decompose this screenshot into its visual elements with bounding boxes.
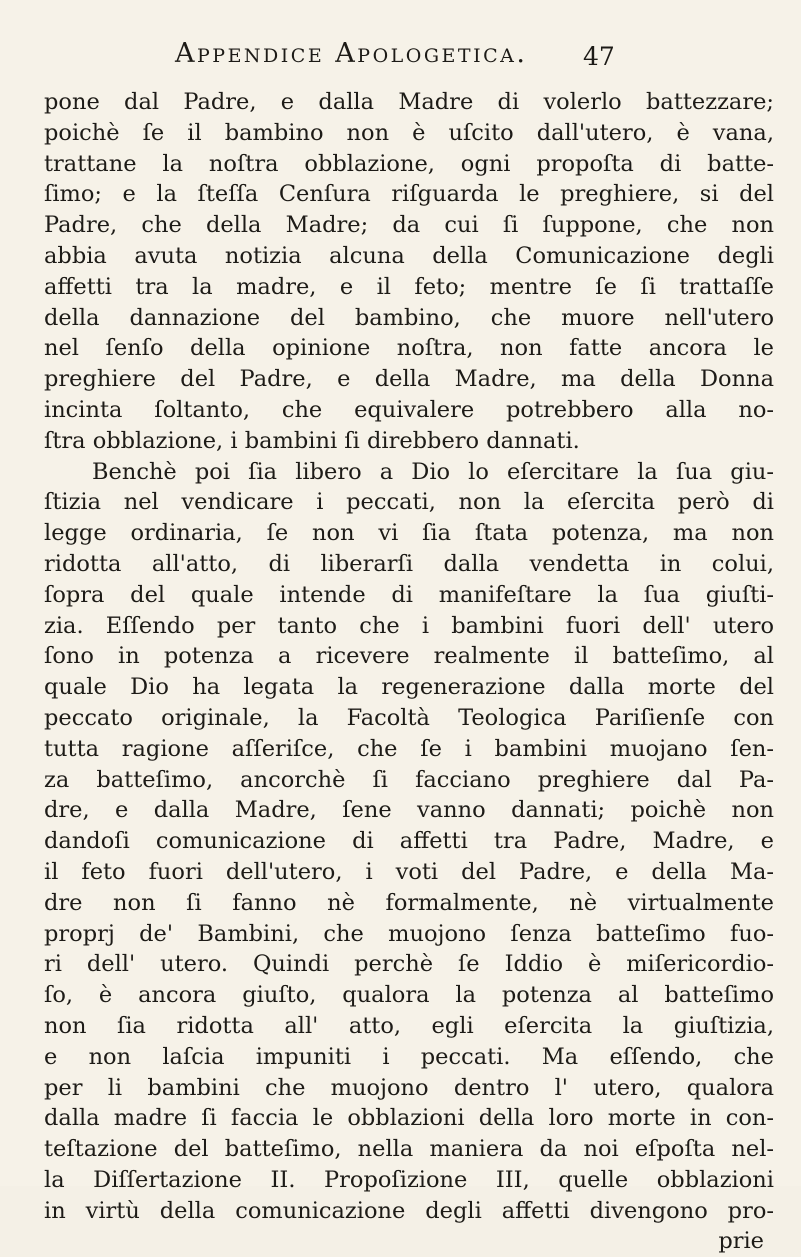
running-head: [175, 38, 775, 78]
text-line: ſtra obblazione, i bambini ſi direbbero dannati.: [44, 427, 580, 454]
text-line: ſimo; e la ſteſſa Cenſura riſguarda le preghiere, si del: [44, 181, 774, 208]
text-line: poichè ſe il bambino non è uſcito dall'utero, è vana,: [44, 119, 774, 146]
text-line: la Diſſertazione II. Propoſizione III, quelle obblazioni: [44, 1166, 774, 1193]
page-number: 47: [583, 42, 615, 71]
text-line: Benchè poi ſia libero a Dio lo eſercitare la ſua giu-: [92, 458, 774, 485]
text-line: Padre, che della Madre; da cui ſi ſuppone, che non: [44, 212, 774, 239]
text-line: abbia avuta notizia alcuna della Comunicazione degli: [44, 242, 774, 269]
text-line: nel ſenſo della opinione noſtra, non fatte ancora le: [44, 335, 774, 362]
text-line: ſo, è ancora giuſto, qualora la potenza al batteſimo: [44, 982, 774, 1009]
text-line: incinta ſoltanto, che equivalere potrebbero alla no-: [44, 396, 774, 423]
text-line: ri dell' utero. Quindi perchè ſe Iddio è miſericordio-: [44, 951, 774, 978]
text-line: quale Dio ha legata la regenerazione dalla morte del: [44, 674, 774, 701]
text-line: za batteſimo, ancorchè ſi facciano preghiere dal Pa-: [44, 766, 774, 793]
text-line: pone dal Padre, e dalla Madre di volerlo battezzare;: [44, 89, 774, 115]
text-line: dandoſi comunicazione di affetti tra Padre, Madre, e: [44, 828, 774, 855]
text-line: per li bambini che muojono dentro l' utero, qualora: [44, 1074, 774, 1101]
text-line: dre, e dalla Madre, ſene vanno dannati; poichè non: [44, 797, 774, 824]
text-line: in virtù della comunicazione degli affetti divengono pro-: [44, 1197, 774, 1224]
text-line: il feto fuori dell'utero, i voti del Padre, e della Ma-: [44, 858, 774, 885]
text-line: dalla madre ſi faccia le obblazioni della loro morte in con-: [44, 1105, 774, 1132]
text-line: preghiere del Padre, e della Madre, ma della Donna: [44, 366, 774, 393]
text-line: e non laſcia impuniti i peccati. Ma eſſendo, che: [44, 1043, 774, 1070]
text-line: ſtizia nel vendicare i peccati, non la eſercita però di: [44, 489, 774, 516]
text-line: zia. Eſſendo per tanto che i bambini fuori dell' utero: [44, 612, 774, 639]
text-line: tutta ragione aſſeriſce, che ſe i bambini muojano ſen-: [44, 735, 774, 762]
running-title: Appendice Apologetica.: [175, 38, 528, 69]
text-line: affetti tra la madre, e il feto; mentre ſe ſi trattaſſe: [44, 273, 774, 300]
text-line: teſtazione del batteſimo, nella maniera da noi eſpoſta nel-: [44, 1136, 774, 1163]
text-line: ridotta all'atto, di liberarſi dalla vendetta in colui,: [44, 550, 774, 577]
text-line: peccato originale, la Facoltà Teologica Pariſienſe con: [44, 704, 774, 731]
text-line: proprj de' Bambini, che muojono ſenza batteſimo fuo-: [44, 920, 774, 947]
text-line: ſono in potenza a ricevere realmente il batteſimo, al: [44, 643, 774, 670]
catchword: prie: [718, 1228, 764, 1255]
text-line: non ſia ridotta all' atto, egli eſercita la giuſtizia,: [44, 1012, 774, 1039]
text-line: ſopra del quale intende di manifeſtare la ſua giuſti-: [44, 581, 774, 608]
text-line: dre non ſi fanno nè formalmente, nè virtualmente: [44, 889, 774, 916]
text-line: legge ordinaria, ſe non vi ſia ſtata potenza, ma non: [44, 520, 774, 547]
body-text: [44, 87, 774, 1257]
text-line: trattane la noſtra obblazione, ogni propoſta di batte-: [44, 150, 774, 177]
text-line: della dannazione del bambino, che muore nell'utero: [44, 304, 774, 331]
